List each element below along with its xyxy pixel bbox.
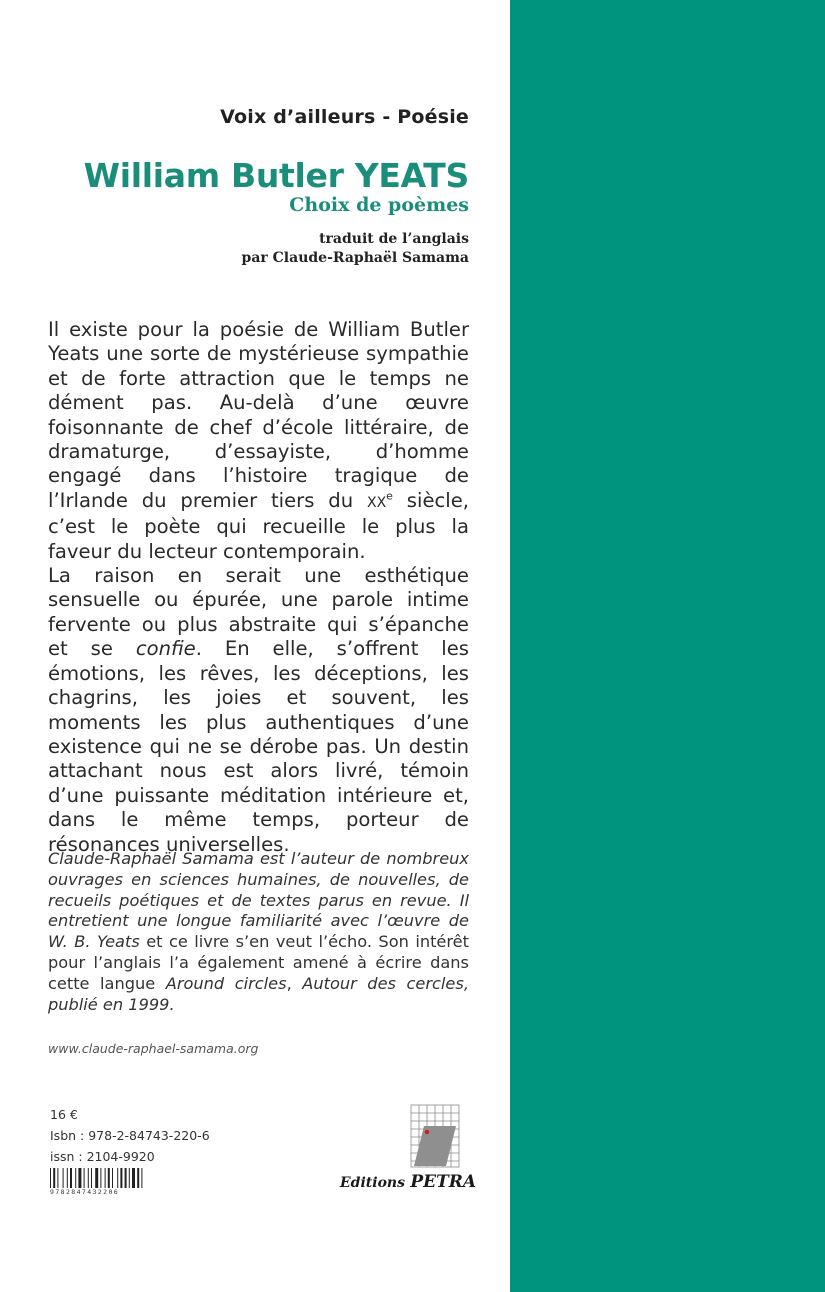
bio-text: et ce livre s’en veut l’écho. Son intérêt pour l’anglais l’a également amené à écrire dans cette langue	[48, 932, 469, 993]
barcode-bar	[100, 1168, 101, 1188]
publisher-name	[340, 1172, 477, 1192]
translation-credit	[242, 230, 469, 268]
author-website[interactable]: www.claude-raphael-samama.org	[48, 1041, 259, 1056]
century-numeral: XX	[366, 494, 387, 511]
barcode-bar	[75, 1168, 76, 1188]
barcode-bar	[57, 1168, 58, 1188]
translation-line-2: par Claude-Raphaël Samama	[241, 250, 469, 266]
barcode-bar	[78, 1168, 81, 1188]
book-metadata	[50, 1104, 210, 1167]
price: 16 €	[50, 1107, 78, 1122]
cover-spine-band	[510, 0, 825, 1292]
barcode-bar	[137, 1168, 139, 1188]
author-name: William Butler YEATS	[83, 156, 469, 195]
barcode-bar	[67, 1168, 68, 1188]
blurb-text: . En elle, s’offrent les émotions, les rêves, les déceptions, les chagrins, les joies et souvent, les moments les plus authentiques d’une existence qui ne se dérobe pas. Un destin attachant nous est alors livré, témoin d’une puissante méditation intérieure et, dans le même temps, porteur de résonances universelles.	[48, 637, 469, 856]
author-bio	[48, 849, 469, 1015]
century-superscript: e	[386, 489, 393, 503]
barcode-digits: 9782847432206	[50, 1188, 120, 1196]
barcode-bar	[129, 1168, 130, 1188]
barcode-bar	[91, 1168, 92, 1188]
barcode-bar	[53, 1168, 55, 1188]
blurb-text: La raison en serait une esthétique sensuelle ou épurée, une parole intime fervente ou plus abstraite qui s’épanche et se	[48, 564, 469, 661]
blurb-italic: confie	[135, 637, 196, 661]
barcode-bar	[132, 1168, 135, 1188]
barcode-bar	[112, 1168, 113, 1188]
blurb-text: siècle, c’est le poète qui recueille le plus la faveur du lecteur contemporain.	[48, 488, 469, 563]
barcode-bar	[70, 1168, 72, 1188]
barcode-bar	[120, 1168, 122, 1188]
barcode-bar	[50, 1168, 51, 1188]
blurb-paragraph-1	[48, 318, 469, 564]
barcode-bar	[141, 1168, 142, 1188]
bio-italic: Autour des cercles, publié en 1999.	[48, 973, 469, 1014]
bio-text: ,	[286, 973, 303, 993]
publisher-logo-icon	[410, 1104, 460, 1168]
translation-line-1: traduit de l’anglais	[319, 231, 469, 247]
isbn: Isbn : 978-2-84743-220-6	[50, 1128, 210, 1143]
bio-italic: Claude-Raphaël Samama est l’auteur de nombreux ouvrages en sciences humaines, de nouvelles, de recueils poétiques et de textes parus en revue. Il entretient une longue familiarité avec l’œuvre de W. B. Yeats	[48, 849, 469, 952]
barcode-bar	[108, 1168, 110, 1188]
barcode-bar	[88, 1168, 89, 1188]
book-title: Choix de poèmes	[289, 194, 469, 216]
blurb	[48, 318, 469, 857]
barcode-bar	[125, 1168, 127, 1188]
barcode-bar	[95, 1168, 98, 1188]
barcode-bar	[105, 1168, 106, 1188]
bio-italic: Around circles	[165, 973, 287, 993]
barcode-bar	[117, 1168, 118, 1188]
barcode-bar	[63, 1168, 64, 1188]
publisher-prefix: Editions	[340, 1175, 405, 1191]
series-title: Voix d’ailleurs - Poésie	[220, 106, 469, 128]
issn: issn : 2104-9920	[50, 1149, 155, 1164]
barcode-bar	[84, 1168, 85, 1188]
blurb-text: Il existe pour la poésie de William Butler Yeats une sorte de mystérieuse sympathie et de forte attraction que le temps ne dément pas. Au-delà d’une œuvre foisonnante de chef d’école littéraire, de dramaturge, d’essayiste, d’homme engagé dans l’histoire tragique de l’Irlande du premier tiers du	[48, 318, 469, 512]
blurb-paragraph-2	[48, 564, 469, 857]
publisher-brand: PETRA	[410, 1172, 477, 1192]
barcode	[50, 1168, 162, 1188]
